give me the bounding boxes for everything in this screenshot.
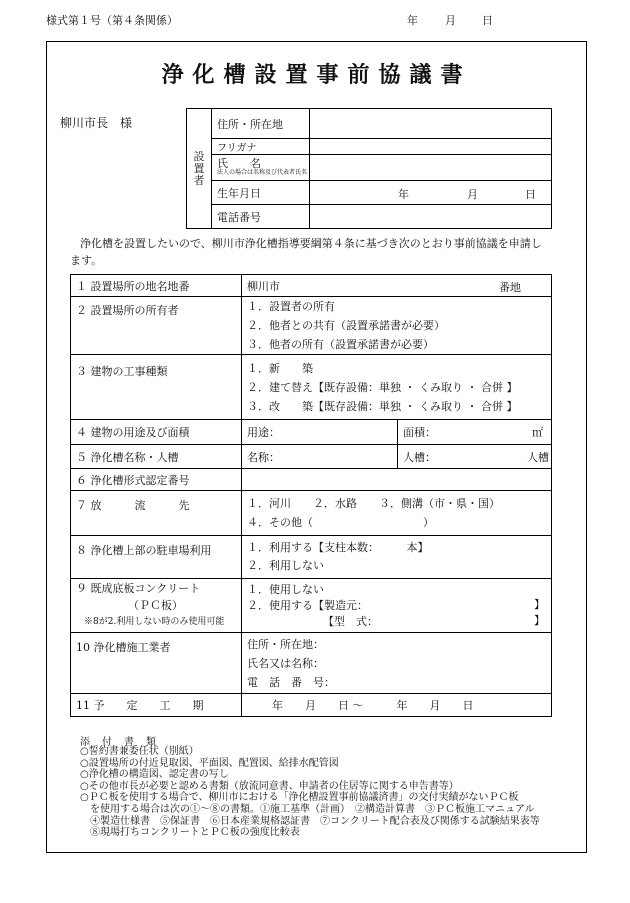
row5-capacity-label: 人槽： bbox=[403, 450, 436, 464]
addressee: 柳川市長 様 bbox=[60, 116, 133, 130]
row4-area-label: 面積： bbox=[403, 426, 436, 439]
row1-field[interactable] bbox=[242, 275, 552, 297]
row1-city: 柳川市 bbox=[247, 279, 280, 293]
row9-label-cell bbox=[71, 579, 242, 633]
row5-capacity-field[interactable] bbox=[397, 445, 551, 468]
row4-area-field[interactable] bbox=[397, 420, 551, 444]
row9-option-2b[interactable]: 【型 式： bbox=[323, 614, 378, 628]
row4-field bbox=[242, 420, 552, 445]
row3-field[interactable] bbox=[242, 355, 552, 420]
row8-field[interactable] bbox=[242, 536, 552, 579]
row1-label: １ 設置場所の地名地番 bbox=[71, 275, 242, 297]
name-note: 法人の場合は名称及び代表者氏名 bbox=[217, 169, 308, 176]
row11-period[interactable]: 年 月 日 〜 年 月 日 bbox=[242, 694, 552, 717]
phone-field[interactable] bbox=[310, 205, 552, 229]
applicant-label: 設置者 bbox=[187, 109, 212, 229]
row3-label: ３ 建物の工事種類 bbox=[71, 355, 242, 420]
row9-label: ９ 既成底板コンクリート bbox=[76, 582, 201, 595]
row9-close-bracket-1: 】 bbox=[534, 598, 545, 611]
row4-label: ４ 建物の用途及び面積 bbox=[71, 420, 242, 445]
row4-use-field[interactable] bbox=[242, 420, 397, 444]
birth-day-label: 日 bbox=[525, 188, 536, 201]
row9-field[interactable] bbox=[242, 579, 552, 633]
row2-field[interactable] bbox=[242, 297, 552, 355]
row10-label: 10 浄化槽施工業者 bbox=[71, 633, 242, 694]
row10-name-label: 氏名又は名称： bbox=[247, 656, 324, 670]
row2-label: ２ 設置場所の所有者 bbox=[71, 297, 242, 355]
birth-month-label: 月 bbox=[467, 188, 478, 201]
page-title: 浄化槽設置事前協議書 bbox=[161, 62, 472, 88]
date-month-label: 月 bbox=[445, 14, 456, 27]
attachment-item: ⑧現場打ちコンクリートとＰＣ板の強度比較表 bbox=[80, 827, 300, 839]
phone-label: 電話番号 bbox=[212, 205, 310, 229]
row9-option-1[interactable]: １．使用しない bbox=[247, 582, 324, 596]
row8-option-2[interactable]: ２．利用しない bbox=[247, 559, 324, 572]
name-label: 氏 名 bbox=[217, 157, 261, 170]
attachment-item: ○浄化槽の構造図、認定書の写し bbox=[80, 769, 229, 781]
furigana-label: フリガナ bbox=[212, 139, 310, 155]
row5-field bbox=[242, 445, 552, 469]
name-field[interactable] bbox=[310, 155, 552, 181]
main-table bbox=[70, 274, 552, 717]
attachment-item: ○その他市長が必要と認める書類（放流同意書、申請者の住居等に関する申告書等） bbox=[80, 780, 459, 792]
attachment-item: ○設置場所の付近見取図、平面図、配置図、給排水配管図 bbox=[80, 757, 339, 769]
name-label-cell bbox=[212, 155, 310, 181]
row8-option-1[interactable]: １．利用する【支柱本数： 本】 bbox=[247, 541, 429, 554]
row6-field[interactable] bbox=[242, 469, 552, 491]
row4-area-unit: ㎡ bbox=[532, 426, 543, 439]
attachments-list bbox=[80, 746, 580, 839]
form-number: 様式第１号（第４条関係） bbox=[46, 14, 178, 27]
date-day-label: 日 bbox=[482, 14, 493, 27]
row10-address-label: 住所・所在地： bbox=[247, 637, 324, 651]
row7-option-1[interactable]: １．河川 ２．水路 ３．側溝（市・県・国） bbox=[247, 497, 500, 510]
date-year-label: 年 bbox=[407, 14, 418, 27]
attachments-heading: 添 付 書 類 bbox=[80, 737, 157, 748]
row9-close-bracket-2: 】 bbox=[534, 614, 545, 627]
row5-capacity-unit: 人槽 bbox=[527, 450, 549, 464]
row2-option-3[interactable]: ３．他者の所有（設置承諾書が必要） bbox=[247, 338, 434, 351]
row9-note: ※8が2.利用しない時のみ使用可能 bbox=[84, 617, 225, 627]
birth-year-label: 年 bbox=[398, 188, 409, 201]
row10-field[interactable] bbox=[242, 633, 552, 694]
address-field[interactable] bbox=[310, 109, 552, 139]
intro-text: 浄化槽を設置したいので、柳川市浄化槽指導要綱第４条に基づき次のとおり事前協議を申請します。 bbox=[70, 237, 542, 267]
attachment-item: を使用する場合は次の①〜⑧の書類。①施工基準（計画） ②構造計算書 ③ＰＣ板施工マニュアル bbox=[80, 803, 535, 815]
row5-name-field[interactable] bbox=[242, 445, 397, 468]
row5-label: ５ 浄化槽名称・人槽 bbox=[71, 445, 242, 469]
address-label: 住所・所在地 bbox=[212, 109, 310, 139]
attachment-item: ○誓約書兼委任状（別紙） bbox=[80, 746, 199, 757]
birthdate-label: 生年月日 bbox=[212, 181, 310, 205]
row10-phone-label: 電 話 番 号： bbox=[247, 675, 335, 689]
row6-label: ６ 浄化槽形式認定番号 bbox=[71, 469, 242, 491]
row2-option-1[interactable]: １．設置者の所有 bbox=[247, 300, 335, 313]
row2-option-2[interactable]: ２．他者との共有（設置承諾書が必要） bbox=[247, 319, 445, 332]
applicant-table bbox=[186, 108, 552, 229]
attachment-item: ○ＰＣ板を使用する場合で、柳川市における「浄化槽設置事前協議済書」の交付実績がないＰＣ板 bbox=[80, 792, 519, 804]
row3-option-2[interactable]: ２．建て替え【既存設備：単独 ・ くみ取り ・ 合併 】 bbox=[247, 380, 518, 394]
row5-name-label: 名称： bbox=[247, 450, 280, 464]
row7-label: ７ 放 流 先 bbox=[71, 491, 242, 536]
row3-option-1[interactable]: １．新 築 bbox=[247, 361, 313, 375]
row9-label-2: （ＰＣ板） bbox=[128, 599, 183, 612]
row7-field[interactable] bbox=[242, 491, 552, 536]
row7-option-2[interactable]: ４．その他（ ） bbox=[247, 516, 434, 529]
attachment-item: ④製造仕様書 ⑤保証書 ⑥日本産業規格認証書 ⑦コンクリート配合表及び関係する試験結果表等 bbox=[80, 815, 540, 827]
furigana-field[interactable] bbox=[310, 139, 552, 155]
row11-label: 11 予 定 工 期 bbox=[71, 694, 242, 717]
row9-option-2[interactable]: ２．使用する【製造元： bbox=[247, 598, 368, 612]
birthdate-field[interactable] bbox=[310, 181, 552, 205]
row8-label: ８ 浄化槽上部の駐車場利用 bbox=[71, 536, 242, 579]
row4-use-label: 用途： bbox=[247, 426, 280, 439]
row3-option-3[interactable]: ３．改 築【既存設備：単独 ・ くみ取り ・ 合併 】 bbox=[247, 399, 518, 413]
row1-suffix: 番地 bbox=[499, 281, 521, 294]
